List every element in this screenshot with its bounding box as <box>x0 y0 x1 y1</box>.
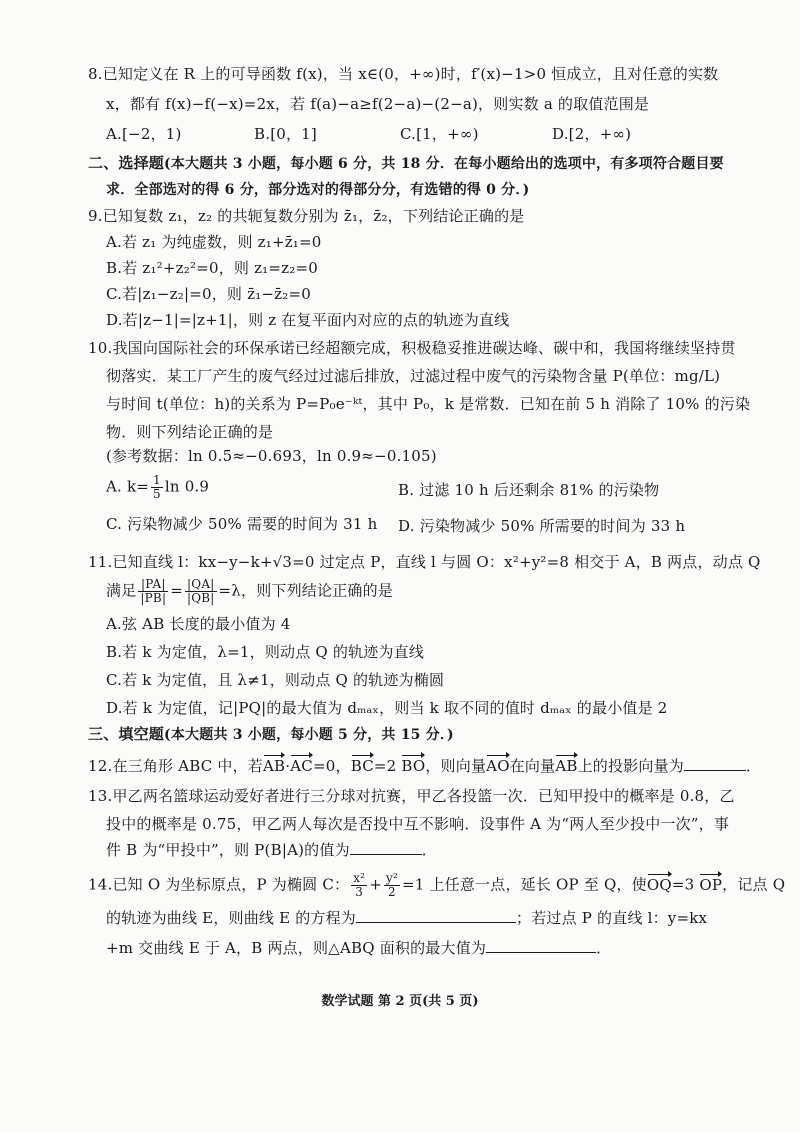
q14-fraction-y <box>384 872 400 899</box>
q10-option-a-prefix: A. k= <box>106 477 150 496</box>
q11-ratio-qa-qb <box>185 578 217 605</box>
q10-option-c: C. 污染物减少 50% 需要的时间为 31 h <box>106 515 378 533</box>
q12-suffix: 上的投影向量为 <box>577 757 684 775</box>
q14-answer-blank-2[interactable] <box>486 938 596 953</box>
q11-option-a: A.弦 AB 长度的最小值为 4 <box>106 615 291 633</box>
page-footer: 数学试题 第 2 页(共 5 页) <box>321 994 479 1009</box>
q12-stem <box>88 756 761 776</box>
q8-option-b: B.[0，1] <box>254 125 317 143</box>
q12-end: ． <box>745 757 762 775</box>
vector-op: OP <box>699 875 723 894</box>
q9-option-a: A.若 z₁ 为纯虚数，则 z₁+z̄₁=0 <box>106 233 322 251</box>
q8-stem-line2: x，都有 f(x)−f(−x)=2x，若 f(a)−a≥f(2−a)−(2−a)，则实数 a 的取值范围是 <box>106 95 650 113</box>
fraction-numerator: x² <box>353 871 366 885</box>
q14-stem-line2 <box>106 908 707 928</box>
q9-option-d: D.若|z−1|=|z+1|，则 z 在复平面内对应的点的轨迹为直线 <box>106 311 510 329</box>
q14-stem-line3 <box>106 938 611 958</box>
q14-answer-blank-1[interactable] <box>356 908 516 923</box>
fraction-denominator: 3 <box>355 885 364 899</box>
section2-title: 二、选择题 <box>88 154 165 172</box>
q12-text: 在向量 <box>509 757 556 775</box>
q12-text: =2 <box>373 757 402 775</box>
section3-title: 三、填空题 <box>88 725 165 743</box>
fraction-denominator: 5 <box>153 487 161 501</box>
q9-stem: 9.已知复数 z₁，z₂ 的共轭复数分别为 z̄₁，z̄₂，下列结论正确的是 <box>88 207 525 225</box>
q14-end: ． <box>596 939 612 957</box>
q14-stem-line1 <box>88 872 785 899</box>
fraction-numerator: |QA| <box>185 578 217 592</box>
q14-line1-text: =3 <box>671 875 700 894</box>
q10-stem-line4: 物．则下列结论正确的是 <box>106 423 274 441</box>
q14-line2-suffix: ；若过点 P 的直线 l：y=kx <box>516 909 708 927</box>
dot-operator: · <box>285 757 291 775</box>
q13-stem-line1: 13.甲乙两名篮球运动爱好者进行三分球对抗赛，甲乙各投篮一次．已知甲投中的概率是 0.8，乙 <box>88 787 735 805</box>
q11-line2-prefix: 满足 <box>106 581 137 600</box>
q11-stem-line2 <box>106 578 393 605</box>
vector-ab-2: AB <box>555 757 578 775</box>
vector-oq: OQ <box>646 875 672 894</box>
vector-ab: AB <box>263 757 286 775</box>
q12-text: ，则向量 <box>425 757 487 775</box>
fraction-numerator: |PA| <box>138 578 168 592</box>
q12-answer-blank[interactable] <box>684 756 746 771</box>
q8-option-c: C.[1，+∞) <box>400 125 479 143</box>
q14-fraction-x <box>351 872 367 899</box>
section2-header <box>88 153 724 174</box>
q10-stem-line2: 彻落实．某工厂产生的废气经过过滤后排放，过滤过程中废气的污染物含量 P(单位：mg/L) <box>106 367 721 385</box>
fraction-numerator: y² <box>385 871 398 885</box>
plus-operator: + <box>369 875 382 894</box>
q11-stem-line1: 11.已知直线 l：kx−y−k+√3=0 过定点 P，直线 l 与圆 O：x²+y²=8 相交于 A，B 两点，动点 Q <box>88 553 761 571</box>
fraction-denominator: |PB| <box>140 591 167 605</box>
q9-option-b: B.若 z₁²+z₂²=0，则 z₁=z₂=0 <box>106 259 318 277</box>
fraction-denominator: |QB| <box>186 591 215 605</box>
section2-note-line2: 求．全部选对的得 6 分，部分选对的得部分分，有选错的得 0 分．) <box>106 182 530 198</box>
q11-line2-suffix: =λ，则下列结论正确的是 <box>218 581 393 600</box>
fraction-denominator: 2 <box>388 885 396 899</box>
vector-bo: BO <box>401 757 426 775</box>
q10-option-a <box>106 474 209 501</box>
q13-stem-line3 <box>106 840 437 860</box>
q11-option-c: C.若 k 为定值，且 λ≠1，则动点 Q 的轨迹为椭圆 <box>106 671 445 689</box>
q10-option-a-fraction <box>151 474 163 501</box>
q14-line2-text: 的轨迹为曲线 E，则曲线 E 的方程为 <box>106 909 357 927</box>
q11-ratio-pa-pb <box>138 578 168 605</box>
q13-end: ． <box>421 841 437 859</box>
q9-option-c: C.若|z₁−z₂|=0，则 z̄₁−z̄₂=0 <box>106 285 312 303</box>
section3-note: (本大题共 3 小题，每小题 5 分，共 15 分．) <box>164 727 454 743</box>
q10-option-a-suffix: ln 0.9 <box>164 477 210 496</box>
q14-line1-text: =1 上任意一点，延长 OP 至 Q，使 <box>401 875 647 894</box>
q8-stem-line1: 8.已知定义在 R 上的可导函数 f(x)，当 x∈(0，+∞)时，f′(x)−1>0 恒成立，且对任意的实数 <box>88 65 719 83</box>
section3-header <box>88 724 454 745</box>
q12-text: =0， <box>312 757 351 775</box>
q10-option-d: D. 污染物减少 50% 所需要的时间为 33 h <box>398 517 686 535</box>
q10-stem-line3: 与时间 t(单位：h)的关系为 P=P₀e⁻ᵏᵗ，其中 P₀，k 是常数．已知在前 5 h 消除了 10% 的污染 <box>106 395 751 413</box>
q11-option-b: B.若 k 为定值，λ=1，则动点 Q 的轨迹为直线 <box>106 643 425 661</box>
vector-ac: AC <box>290 757 313 775</box>
section2-note-line1: (本大题共 3 小题，每小题 6 分，共 18 分．在每小题给出的选项中，有多项符合题目要 <box>164 156 724 172</box>
q13-stem-line2: 投中的概率是 0.75，甲乙两人每次是否投中互不影响．设事件 A 为“两人至少投中一次”，事 <box>106 815 730 833</box>
q11-option-d: D.若 k 为定值，记|PQ|的最大值为 dₘₐₓ，则当 k 取不同的值时 dₘₐₓ 的最小值是 2 <box>106 699 668 717</box>
q8-option-d: D.[2，+∞) <box>552 125 632 143</box>
q11-equals: = <box>170 581 183 600</box>
vector-ao: AO <box>486 757 510 775</box>
q14-line1-prefix: 14.已知 O 为坐标原点，P 为椭圆 C： <box>88 875 350 894</box>
q10-reference-data: (参考数据：ln 0.5≈−0.693，ln 0.9≈−0.105) <box>106 447 437 465</box>
q13-line3-text: 件 B 为“甲投中”，则 P(B|A)的值为 <box>106 841 350 859</box>
q10-option-b: B. 过滤 10 h 后还剩余 81% 的污染物 <box>398 481 660 499</box>
q8-option-a: A.[−2，1) <box>106 125 182 143</box>
q12-prefix: 12.在三角形 ABC 中，若 <box>88 757 264 775</box>
q13-answer-blank[interactable] <box>350 840 422 855</box>
q14-line3-text: +m 交曲线 E 于 A，B 两点，则△ABQ 面积的最大值为 <box>106 939 487 957</box>
q10-stem-line1: 10.我国向国际社会的环保承诺已经超额完成，积极稳妥推进碳达峰、碳中和，我国将继续坚持贯 <box>88 339 736 357</box>
q14-line1-suffix: ，记点 Q <box>722 875 786 894</box>
vector-bc: BC <box>350 757 374 775</box>
fraction-numerator: 1 <box>153 473 161 487</box>
